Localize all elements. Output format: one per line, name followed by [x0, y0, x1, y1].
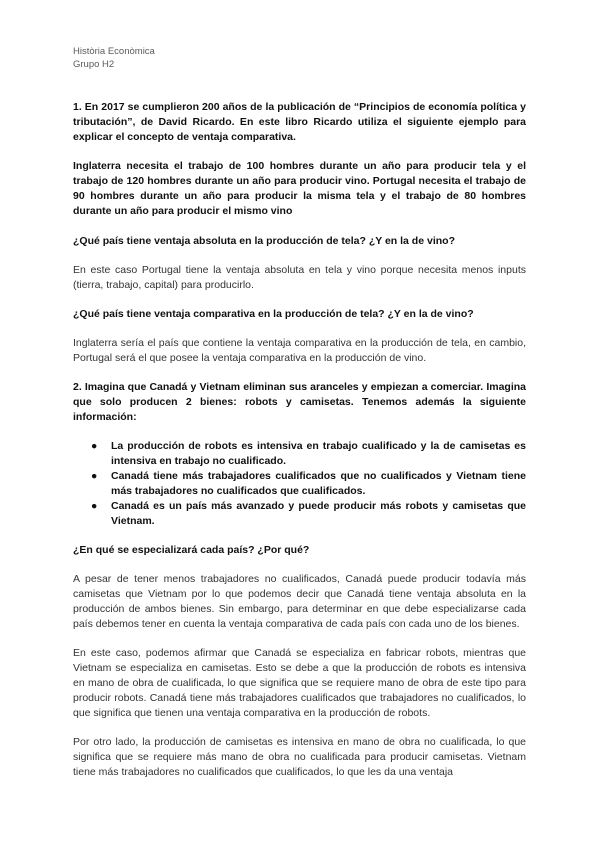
- question-1a-answer: En este caso Portugal tiene la ventaja absoluta en tela y vino porque necesita menos inputs (tierra, trabajo, capital) para producirlo.: [73, 264, 526, 291]
- list-item: [91, 499, 526, 529]
- list-item: [91, 439, 526, 469]
- bullet-icon: ●: [91, 440, 98, 452]
- list-item-text: Canadá es un país más avanzado y puede producir más robots y camisetas que Vietnam.: [111, 500, 526, 527]
- bullet-icon: ●: [91, 500, 98, 512]
- course-name: Història Econòmica: [73, 46, 155, 57]
- question-1-example: Inglaterra necesita el trabajo de 100 hombres durante un año para producir tela y el trabajo de 120 hombres durante un año para producir vino. Portugal necesita el trabajo de 90 hombres durante un año para producir la misma tela y el trabajo de 80 hombres durante un año para producir el mismo vino: [73, 160, 526, 217]
- document-header: [73, 45, 526, 71]
- question-2-answer-paragraph-2: En este caso, podemos afirmar que Canadá se especializa en fabricar robots, mientras que Vietnam se especializa en camisetas. Esto se debe a que la producción de robots es intensiva en mano de obra de cualificada, lo que significa que se requiere mano de obra de este tipo para producir robots. Canadá tiene más trabajadores cualificados que trabajadores no cualificados, lo que significa que tienen una ventaja comparativa en la producción de robots.: [73, 647, 526, 719]
- question-2-intro: 2. Imagina que Canadá y Vietnam eliminan sus aranceles y empiezan a comerciar. Imagina que solo producen 2 bienes: robots y camisetas. Tenemos además la siguiente información:: [73, 381, 526, 423]
- group-name: Grupo H2: [73, 59, 115, 70]
- list-item-text: La producción de robots es intensiva en trabajo cualificado y la de camisetas es intensiva en trabajo no cualificado.: [111, 440, 526, 467]
- question-1b-answer: Inglaterra sería el país que contiene la ventaja comparativa en la producción de tela, en cambio, Portugal será el que posee la ventaja comparativa en la producción de vino.: [73, 337, 526, 364]
- question-2-bullet-list: [73, 439, 526, 529]
- question-2-answer-paragraph-3: Por otro lado, la producción de camisetas es intensiva en mano de obra no cualificada, lo que significa que se requiere más mano de obra no cualificada para producir camisetas. Vietnam tiene más trabajadores no cualificados que cualificados, lo que les da una ventaja: [73, 736, 526, 778]
- question-2-answer-paragraph-1: A pesar de tener menos trabajadores no cualificados, Canadá puede producir todavía más camisetas que Vietnam por lo que podemos decir que Canadá tiene ventaja absoluta en la producción de ambos bienes. Sin embargo, para determinar en que debe especializarse cada país debemos tener en cuenta la ventaja comparativa de cada país con cada uno de los bienes.: [73, 573, 526, 630]
- list-item: [91, 469, 526, 499]
- question-1a-heading: ¿Qué país tiene ventaja absoluta en la producción de tela? ¿Y en la de vino?: [73, 235, 455, 247]
- question-1b-heading: ¿Qué país tiene ventaja comparativa en la producción de tela? ¿Y en la de vino?: [73, 308, 474, 320]
- question-1-intro: 1. En 2017 se cumplieron 200 años de la publicación de “Principios de economía política y tributación”, de David Ricardo. En este libro Ricardo utiliza el siguiente ejemplo para explicar el concepto de ventaja comparativa.: [73, 101, 526, 143]
- list-item-text: Canadá tiene más trabajadores cualificados que no cualificados y Vietnam tiene más trabajadores no cualificados que cualificados.: [111, 470, 526, 497]
- bullet-icon: ●: [91, 470, 98, 482]
- question-2-heading: ¿En qué se especializará cada país? ¿Por qué?: [73, 544, 310, 556]
